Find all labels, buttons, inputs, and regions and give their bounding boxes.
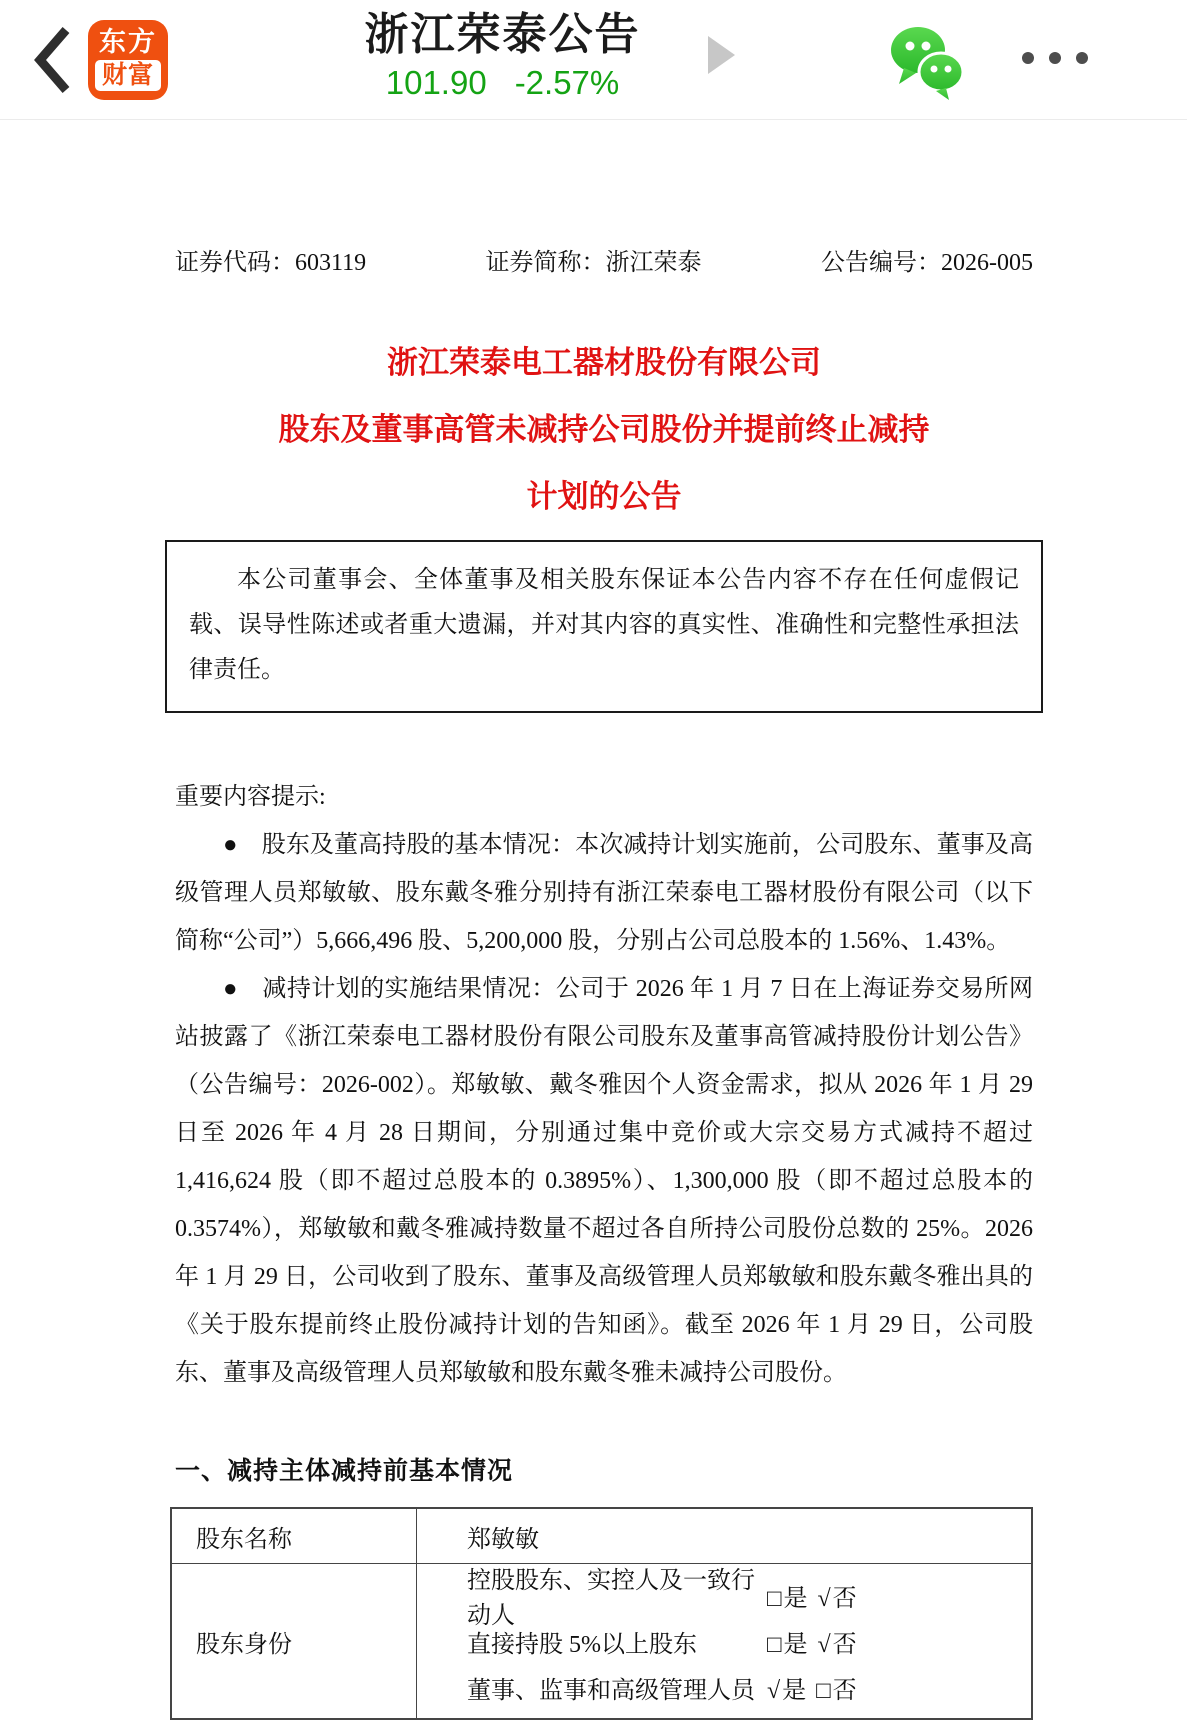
hint-title: 重要内容提示: (175, 784, 326, 810)
announcement-number: 公告编号：2026-005 (820, 250, 1033, 276)
ellipsis-dot (1076, 52, 1088, 64)
security-abbr: 证券简称：浙江荣泰 (485, 250, 702, 276)
announcement-title-line: 股东及董事高管未减持公司股份并提前终止减持 (278, 412, 930, 447)
announcement-title-line: 浙江荣泰电工器材股份有限公司 (387, 345, 821, 380)
header-title-block (330, 6, 675, 102)
important-hints (175, 773, 1033, 1397)
table-cell-label: 股东身份 (172, 1564, 417, 1718)
wechat-icon (886, 20, 964, 100)
ellipsis-dot (1049, 52, 1061, 64)
back-chevron-icon (26, 22, 82, 98)
play-audio-icon[interactable] (708, 36, 735, 74)
table-cell-label: 股东名称 (172, 1509, 417, 1563)
section1-heading: 一、减持主体减持前基本情况 (175, 1458, 514, 1485)
identity-option-row: 控股股东、实控人及一致行动人 □是 √否 (467, 1568, 859, 1629)
table-row (172, 1509, 1031, 1564)
holder-info-table (170, 1507, 1033, 1720)
checkbox-options: □是 √否 (767, 1631, 859, 1658)
back-button[interactable] (26, 22, 82, 98)
bullet-paragraph: ● 减持计划的实施结果情况：公司于 2026 年 1 月 7 日在上海证券交易所网站披露了《浙江荣泰电工器材股份有限公司股东及董事高管减持股份计划公告》（公告编号：2026-002）。郑敏敏、戴冬雅因个人资金需求，拟从 2026 年 1 月 29 日至 2026 年 4 月 28 日期间，分别通过集中竞价或大宗交易方式减持不超过 1,416,624 股（即不超过总股本的 0.3895%）、1,300,000 股（即不超过总股本的 0.3574%），郑敏敏和戴冬雅减持数量不超过各自所持公司股份总数的 25%。2026 年 1 月 29 日，公司收到了股东、董事及高级管理人员郑敏敏和股东戴冬雅出具的《关于股东提前终止股份减持计划的告知函》。截至 2026 年 1 月 29 日，公司股东、董事及高级管理人员郑敏敏和股东戴冬雅未减持公司股份。 (175, 976, 1033, 1386)
app-header (0, 0, 1187, 120)
stock-price: 101.90 (385, 64, 487, 101)
wechat-share-button[interactable] (886, 20, 964, 100)
more-menu-button[interactable] (1018, 48, 1092, 68)
page-title: 浙江荣泰公告 (364, 10, 641, 59)
stock-quote (330, 64, 675, 102)
announcement-document (0, 120, 1187, 1720)
announcement-title-line: 计划的公告 (526, 479, 682, 514)
checkbox-options: □是 √否 (767, 1585, 859, 1612)
table-cell-value: 郑敏敏 (467, 1526, 539, 1553)
table-row (172, 1564, 1031, 1718)
logo-text-bottom: 财富 (95, 60, 161, 91)
identity-option-row: 直接持股 5%以上股东 □是 √否 (417, 1618, 1031, 1664)
eastmoney-logo[interactable] (88, 20, 168, 100)
identity-options (417, 1564, 1031, 1718)
identity-option-row: 董事、监事和高级管理人员 √是 □否 (417, 1664, 1031, 1710)
stock-change: -2.57% (514, 64, 620, 101)
announcement-title (175, 329, 1033, 530)
legal-notice-box (165, 540, 1043, 713)
document-meta-row (175, 242, 1033, 277)
logo-text-top: 东方 (99, 27, 157, 57)
security-code: 证券代码：603119 (175, 250, 367, 276)
bullet-paragraph: ● 股东及董高持股的基本情况：本次减持计划实施前，公司股东、董事及高级管理人员郑敏敏、股东戴冬雅分别持有浙江荣泰电工器材股份有限公司（以下简称“公司”）5,666,496 股、5,200,000 股，分别占公司总股本的 1.56%、1.43%。 (175, 832, 1033, 954)
legal-notice-text: 本公司董事会、全体董事及相关股东保证本公告内容不存在任何虚假记载、误导性陈述或者重大遗漏，并对其内容的真实性、准确性和完整性承担法律责任。 (189, 567, 1019, 683)
checkbox-options: √是 □否 (767, 1677, 859, 1704)
ellipsis-dot (1022, 52, 1034, 64)
